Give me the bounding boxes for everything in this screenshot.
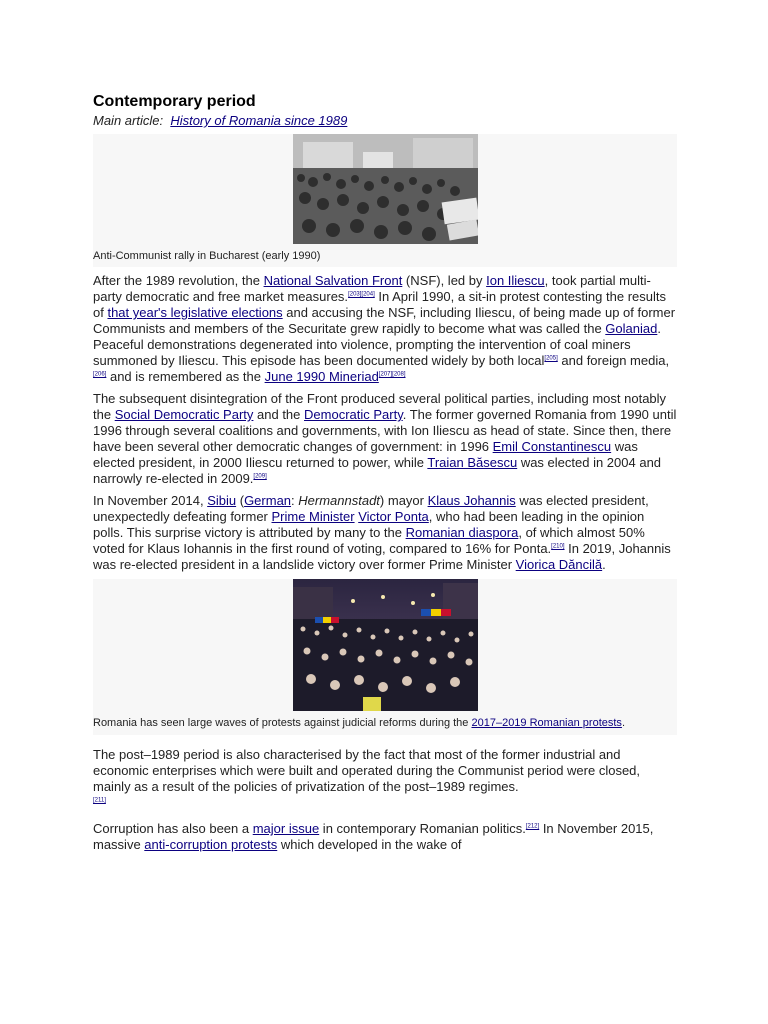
text-italic: Hermannstadt [298,493,380,508]
link-victor-ponta[interactable]: Victor Ponta [358,509,429,524]
link-romanian-protests[interactable]: 2017–2019 Romanian protests [471,717,622,729]
figure-caption [93,711,677,735]
link-ion-iliescu[interactable]: Ion Iliescu [486,273,545,288]
link-legislative-elections[interactable]: that year's legislative elections [107,305,283,320]
text: In November 2015, massive [93,821,654,852]
paragraph-disintegration [93,391,677,487]
link-sibiu[interactable]: Sibiu [207,493,237,508]
link-german[interactable]: German [244,493,292,508]
link-traian-basescu[interactable]: Traian Băsescu [427,455,518,470]
text: The post–1989 period is also characterised by the fact that most of the former industrial and economic enterprises which were built and operated during the Communist period were closed, mainly as a result of the policies of privatization of the post–1989 regimes. [93,747,641,794]
reference-link[interactable]: [203][204] [348,291,375,298]
paragraph-corruption [93,821,677,853]
text: and foreign media, [557,353,670,368]
link-emil-constantinescu[interactable]: Emil Constantinescu [492,439,612,454]
text: ) mayor [379,493,428,508]
link-prime-minister[interactable]: Prime Minister [271,509,355,524]
figure-protests [93,579,677,735]
reference-link[interactable]: [211] [93,797,106,804]
link-golaniad[interactable]: Golaniad [605,321,658,336]
text: After the 1989 revolution, the [93,273,264,288]
link-social-democratic-party[interactable]: Social Democratic Party [114,407,254,422]
text: (NSF), led by [402,273,487,288]
text: In November 2014, [93,493,208,508]
text: , took partial multi-party democratic and free market measures. [93,273,651,304]
text: was elected president, unexpectedly defeating former [93,493,649,524]
reference-link[interactable]: [206] [93,371,107,378]
figure-caption: Anti-Communist rally in Bucharest (early 1990) [93,250,321,262]
text: was elected in 2004 and narrowly re-elected in 2009. [93,455,662,486]
paragraph-johannis [93,493,677,573]
link-klaus-johannis[interactable]: Klaus Johannis [427,493,516,508]
rally-photo[interactable] [293,134,478,244]
text: The subsequent disintegration of the Front produced several political parties, including most notably the [93,391,667,422]
text: and the [253,407,305,422]
link-romanian-diaspora[interactable]: Romanian diaspora [405,525,519,540]
figure-rally [93,134,677,267]
link-viorica-dancila[interactable]: Viorica Dăncilă [515,557,603,572]
hatnote-prefix: Main article: [93,113,164,128]
text: ( [236,493,245,508]
text: and accusing the NSF, including Iliescu, of being made up of former Communists and members of the Securitate grew rapidly to become what was called the [93,305,676,336]
paragraph-revolution [93,273,677,385]
reference-link[interactable]: [210] [551,543,565,550]
link-major-issue[interactable]: major issue [252,821,320,836]
hatnote [93,112,677,130]
link-anti-corruption-protests[interactable]: anti-corruption protests [144,837,278,852]
text: , of which almost 50% voted for Klaus Iohannis in the first round of voting, compared to 16% for Ponta. [93,525,645,556]
paragraph-post-1989 [93,747,677,811]
text: : [291,493,299,508]
link-national-salvation-front[interactable]: National Salvation Front [263,273,403,288]
text: in contemporary Romanian politics. [319,821,526,836]
link-democratic-party[interactable]: Democratic Party [304,407,403,422]
reference-link[interactable]: [209] [253,473,267,480]
text: and is remembered as the [106,369,265,384]
section-heading: Contemporary period [93,93,256,110]
text: , who had been leading in the opinion polls. This surprise victory is attributed by many to the [93,509,645,540]
text: which developed in the wake of [277,837,462,852]
reference-link[interactable]: [205] [544,355,558,362]
text: In April 1990, a sit-in protest contesting the results of [93,289,666,320]
protest-photo[interactable] [293,579,478,711]
text: In 2019, Johannis was re-elected president in a landslide victory over former Prime Minister [93,541,671,572]
caption-text: . [621,717,625,729]
text: was elected president, in 2000 Iliescu returned to power, while [93,439,638,470]
main-article-link[interactable]: History of Romania since 1989 [170,113,348,128]
link-mineriad[interactable]: June 1990 Mineriad [264,369,379,384]
reference-link[interactable]: [207][208] [378,371,406,378]
text: . The former governed Romania from 1990 until 1996 through several coalitions and governments, with Ion Iliescu as head of state. Since then, there have been several other democratic changes of government: in 1996 [93,407,677,454]
text: . Peaceful demonstrations degenerated into violence, prompting the intervention of coal miners summoned by Iliescu. This episode has been documented widely by both local [93,321,661,368]
text: Corruption has also been a [93,821,253,836]
reference-link[interactable]: [212] [525,823,540,830]
text: . [602,557,606,572]
article-section [93,92,677,853]
caption-text: Romania has seen large waves of protests against judicial reforms during the [93,717,472,729]
